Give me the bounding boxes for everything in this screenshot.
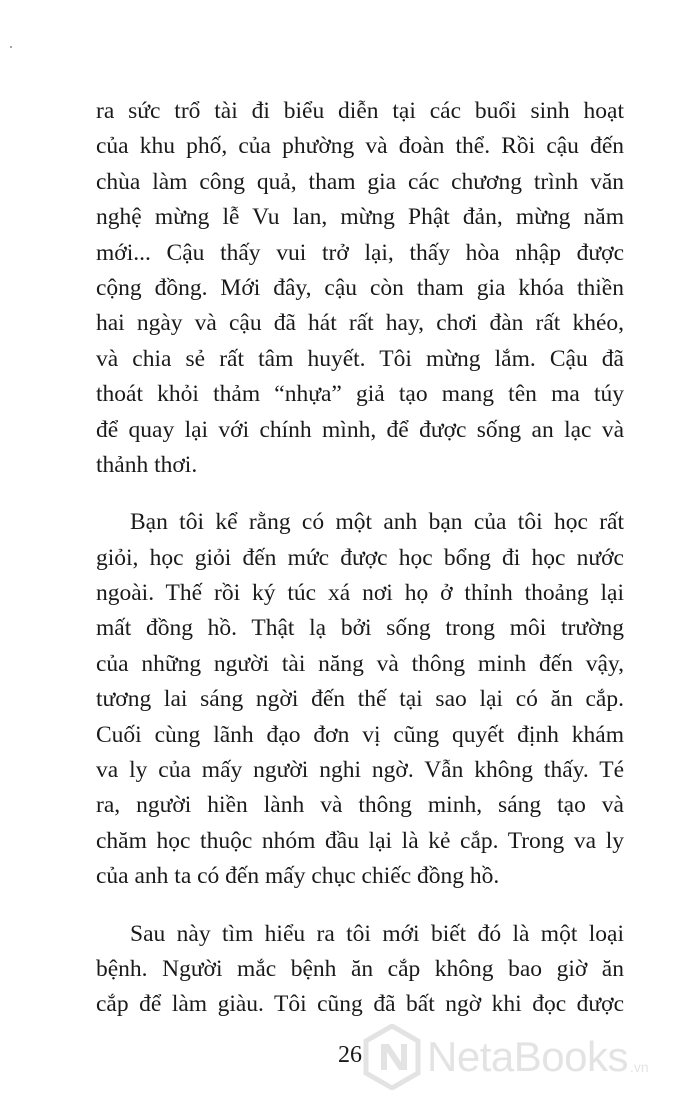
netabooks-logo-icon xyxy=(363,1024,421,1090)
text-line: tương lai sáng ngời đến thế tại sao lại có ăn cắp. xyxy=(96,686,624,713)
text-line: giỏi, học giỏi đến mức được học bổng đi học nước xyxy=(96,544,624,571)
text-line: chăm học thuộc nhóm đầu lại là kẻ cắp. Trong va ly xyxy=(96,827,624,854)
text-line: của khu phố, của phường và đoàn thể. Rồi cậu đến xyxy=(96,133,624,160)
paragraph-2 xyxy=(96,505,624,894)
text-line: Cuối cùng lãnh đạo đơn vị cũng quyết định khám xyxy=(96,721,624,748)
text-line: va ly của mấy người nghi ngờ. Vẫn không thấy. Té xyxy=(96,757,624,784)
text-line: hai ngày và cậu đã hát rất hay, chơi đàn rất khéo, xyxy=(96,310,624,337)
watermark xyxy=(363,1022,649,1092)
text-line: chùa làm công quả, tham gia các chương trình văn xyxy=(96,168,624,195)
watermark-text: NetaBooks xyxy=(427,1033,628,1080)
text-line: bệnh. Người mắc bệnh ăn cắp không bao giờ ăn xyxy=(96,955,624,982)
body-text xyxy=(96,94,624,1045)
text-line: để quay lại với chính mình, để được sống an lạc và xyxy=(96,416,624,443)
text-line: thoát khỏi thảm “nhựa” giả tạo mang tên ma túy xyxy=(96,381,624,408)
text-line: Sau này tìm hiểu ra tôi mới biết đó là một loại xyxy=(130,920,624,947)
text-line: ra, người hiền lành và thông minh, sáng tạo và xyxy=(96,792,624,819)
text-line: mất đồng hồ. Thật lạ bởi sống trong môi trường xyxy=(96,615,624,642)
page-speck xyxy=(10,46,12,48)
text-line: và chia sẻ rất tâm huyết. Tôi mừng lắm. Cậu đã xyxy=(96,345,624,372)
text-line: của anh ta có đến mấy chục chiếc đồng hồ. xyxy=(96,863,500,890)
text-line: cộng đồng. Mới đây, cậu còn tham gia khóa thiền xyxy=(96,274,624,301)
text-line: mới... Cậu thấy vui trở lại, thấy hòa nhập được xyxy=(96,239,624,266)
page-number: 26 xyxy=(338,1042,362,1068)
text-line: cắp để làm giàu. Tôi cũng đã bất ngờ khi đọc được xyxy=(96,991,624,1018)
paragraph-3 xyxy=(96,917,624,1023)
text-line: thảnh thơi. xyxy=(96,451,198,478)
text-line: nghệ mừng lễ Vu lan, mừng Phật đản, mừng năm xyxy=(96,204,624,231)
text-line: ra sức trổ tài đi biểu diễn tại các buổi sinh hoạt xyxy=(96,98,624,124)
paragraph-1 xyxy=(96,94,624,483)
text-line: của những người tài năng và thông minh đến vậy, xyxy=(96,650,624,677)
text-line: ngoài. Thế rồi ký túc xá nơi họ ở thỉnh thoảng lại xyxy=(96,580,624,607)
watermark-suffix: .vn xyxy=(629,1059,649,1075)
text-line: Bạn tôi kể rằng có một anh bạn của tôi học rất xyxy=(130,509,624,536)
